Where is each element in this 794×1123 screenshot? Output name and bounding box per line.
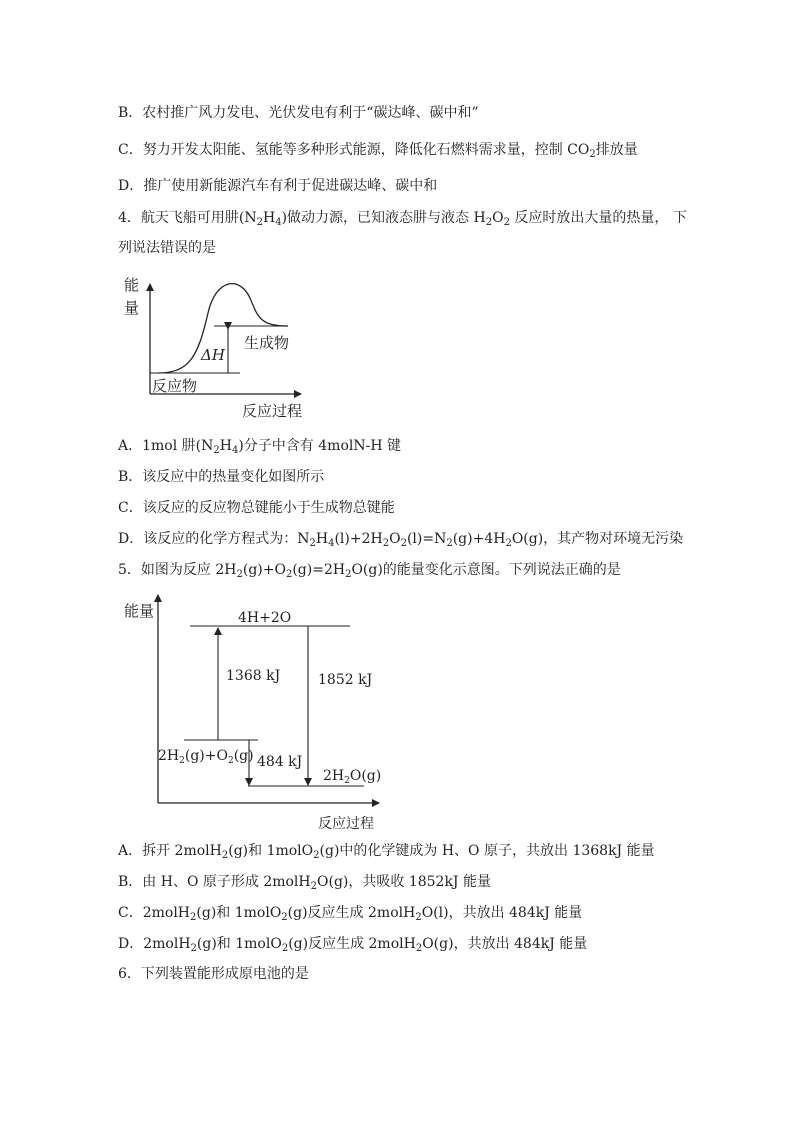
q4-option-b: B．该反应中的热量变化如图所示	[118, 469, 325, 485]
text-segment: O	[492, 210, 504, 226]
text-segment: )分子中含有 4molN-H 键	[238, 438, 401, 454]
q4-reactant-label: 反应物	[152, 377, 198, 395]
subscript: 2	[256, 217, 263, 228]
subscript: 2	[503, 217, 510, 228]
subscript: 2	[281, 912, 288, 923]
subscript: 2	[221, 850, 229, 861]
q4-x-axis-label: 反应过程	[242, 402, 303, 420]
text-segment: 4．航天飞船可用肼(N	[118, 210, 257, 226]
text-segment: (l)+2H	[334, 531, 383, 547]
text-segment: O(g)，其产物对环境无污染	[511, 531, 684, 547]
q5-up-arrow-label: 1368 kJ	[226, 668, 281, 684]
text-segment: O(l)，共放出 484kJ 能量	[421, 905, 583, 921]
q5-diff-arrow-label: 484 kJ	[257, 754, 303, 770]
text-segment: )做动力源，已知液态肼与液态 H	[281, 210, 486, 226]
subscript: 4	[275, 217, 282, 228]
q4-y-axis-label-1: 能	[124, 276, 140, 294]
subscript: 2	[400, 538, 407, 549]
text-segment: (g)和 1molO	[196, 905, 282, 921]
q5-energy-diagram	[118, 590, 388, 836]
q4-product-label: 生成物	[244, 334, 290, 352]
subscript: 2	[310, 881, 317, 892]
q5-x-axis-label: 反应过程	[318, 816, 374, 832]
q4-y-axis-label-2: 量	[124, 299, 140, 317]
subscript: 2	[505, 538, 512, 549]
subscript: 2	[313, 850, 320, 861]
q5-reactants-label: $2H_2(g)+O_2(g)$	[158, 748, 254, 766]
text-segment: 5．如图为反应 2H	[118, 562, 237, 578]
subscript: 4	[328, 538, 335, 549]
text-segment: (g)反应生成 2molH	[288, 936, 416, 952]
subscript: 2	[345, 569, 352, 580]
subscript: 2	[285, 569, 293, 580]
text-segment: B．由 H、O 原子形成 2molH	[118, 874, 311, 890]
q5-y-axis-label: 能量	[124, 602, 155, 620]
subscript: 2	[281, 943, 289, 954]
text-segment: A．1mol 肼(N	[118, 438, 214, 454]
q3-option-c-text-end: 排放量	[595, 142, 638, 158]
subscript: 2	[309, 538, 316, 549]
text-segment: (l)=N	[406, 531, 447, 547]
text-segment: (g)+O	[242, 562, 286, 578]
text-segment: H	[219, 438, 232, 454]
text-segment: O(g)，共吸收 1852kJ 能量	[317, 874, 491, 890]
q6-stem: 6．下列装置能形成原电池的是	[118, 966, 309, 982]
subscript: 2	[485, 217, 493, 228]
q4-option-d	[118, 529, 683, 549]
text-segment: D．2molH	[118, 936, 191, 952]
q5-option-b	[118, 872, 491, 892]
text-segment: 反应时放出大量的热量， 下	[509, 210, 687, 226]
q3-option-d: D．推广使用新能源汽车有利于促进碳达峰、碳中和	[118, 178, 438, 194]
text-segment: H	[263, 210, 276, 226]
subscript: 2	[213, 445, 220, 456]
q5-products-label: $2H_2O(g)$	[323, 768, 382, 786]
subscript: 2	[415, 912, 422, 923]
q3-option-c-sub: 2	[589, 149, 596, 160]
text-segment: (g)和 1molO	[196, 936, 282, 952]
subscript: 2	[446, 538, 453, 549]
text-segment: A．拆开 2molH	[118, 843, 222, 859]
q4-energy-diagram	[118, 268, 318, 428]
text-segment: O	[389, 531, 401, 547]
q4-option-c: C．该反应的反应物总键能小于生成物总键能	[118, 500, 395, 516]
q5-top-level-label: 4H+2O	[238, 610, 292, 626]
text-segment: D．该反应的化学方程式为：N	[118, 531, 310, 547]
subscript: 2	[415, 943, 423, 954]
text-segment: (g)+4H	[452, 531, 506, 547]
text-segment: (g)和 1molO	[228, 843, 314, 859]
q4-stem-line2: 列说法错误的是	[118, 240, 216, 256]
text-segment: O(g)，共放出 484kJ 能量	[422, 936, 588, 952]
text-segment: (g)=2H	[292, 562, 346, 578]
q4-option-a	[118, 436, 401, 456]
q4-stem-line1	[118, 208, 687, 228]
q5-option-a	[118, 841, 655, 861]
q5-option-c	[118, 903, 582, 923]
subscript: 2	[236, 569, 243, 580]
text-segment: (g)反应生成 2molH	[287, 905, 416, 921]
q5-stem	[118, 560, 621, 580]
text-segment: (g)中的化学键成为 H、O 原子，共放出 1368kJ 能量	[319, 843, 655, 859]
text-segment: H	[315, 531, 329, 547]
subscript: 2	[190, 912, 197, 923]
text-segment: O(g)的能量变化示意图。下列说法正确的是	[351, 562, 621, 578]
q5-option-d	[118, 934, 587, 954]
text-segment: C．2molH	[118, 905, 191, 921]
subscript: 4	[231, 445, 239, 456]
q3-option-c	[118, 140, 638, 160]
q3-option-b: B．农村推广风力发电、光伏发电有利于“碳达峰、碳中和”	[118, 105, 479, 121]
q4-delta-h-label: ΔH	[201, 346, 225, 364]
q3-option-c-text: C．努力开发太阳能、氢能等多种形式能源，降低化石燃料需求量，控制 CO	[118, 142, 590, 158]
subscript: 2	[190, 943, 197, 954]
q5-down-arrow-label: 1852 kJ	[318, 672, 373, 688]
subscript: 2	[382, 538, 390, 549]
